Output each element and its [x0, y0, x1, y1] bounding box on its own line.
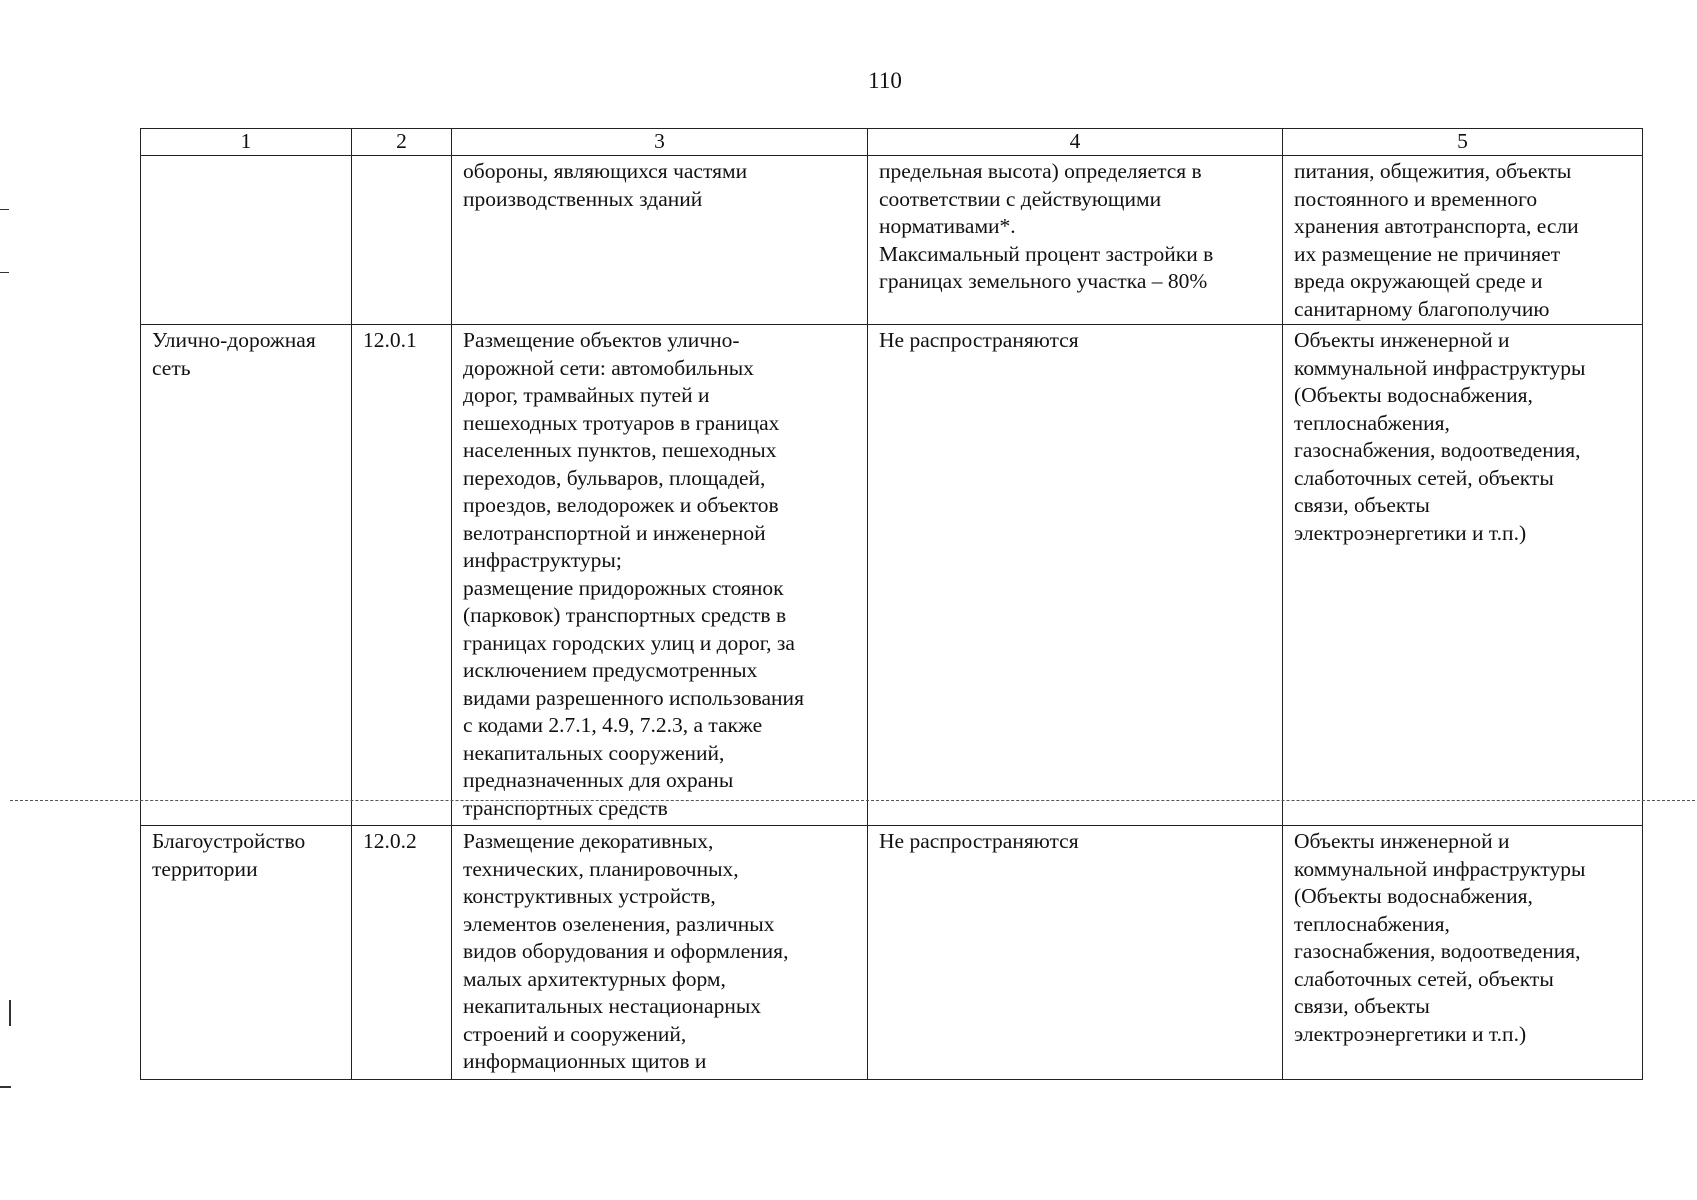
table-header-row	[141, 129, 1643, 156]
auxiliary-uses-cell: питания, общежития, объекты постоянного и временного хранения автотранспорта, если их размещение не причиняет вреда окружающей среде и санитарному благополучию	[1283, 156, 1643, 325]
scan-cut-line	[10, 800, 1695, 801]
column-header-4: 4	[868, 129, 1283, 156]
description-cell: Размещение декоративных, технических, планировочных, конструктивных устройств, элементов озеленения, различных видов оборудования и оформления, малых архитектурных форм, некапитальных нестационарных строений и сооружений, информационных щитов и	[452, 826, 868, 1080]
table-row	[141, 325, 1643, 826]
auxiliary-uses-cell: Объекты инженерной и коммунальной инфраструктуры (Объекты водоснабжения, теплоснабжения, газоснабжения, водоотведения, слаботочных сетей, объекты связи, объекты электроэнергетики и т.п.)	[1283, 325, 1643, 826]
land-use-type-cell: Благоустройство территории	[141, 826, 352, 1080]
page-number: 110	[868, 68, 902, 93]
land-use-table	[140, 128, 1643, 1080]
scan-edge-mark	[0, 209, 9, 210]
land-use-code-cell: 12.0.2	[352, 826, 452, 1080]
column-header-3: 3	[452, 129, 868, 156]
table-row	[141, 826, 1643, 1080]
column-header-5: 5	[1283, 129, 1643, 156]
scan-edge-mark	[9, 1000, 11, 1026]
parameters-cell: Не распространяются	[868, 325, 1283, 826]
scan-edge-mark	[0, 272, 9, 273]
land-use-code-cell	[352, 156, 452, 325]
parameters-cell: Не распространяются	[868, 826, 1283, 1080]
description-cell: обороны, являющихся частями производственных зданий	[452, 156, 868, 325]
column-header-1: 1	[141, 129, 352, 156]
description-cell: Размещение объектов улично- дорожной сети: автомобильных дорог, трамвайных путей и пешеходных тротуаров в границах населенных пунктов, пешеходных переходов, бульваров, площадей, проездов, велодорожек и объектов велотранспортной и инженерной инфраструктуры; размещение придорожных стоянок (парковок) транспортных средств в границах городских улиц и дорог, за исключением предусмотренных видами разрешенного использования с кодами 2.7.1, 4.9, 7.2.3, а также некапитальных сооружений, предназначенных для охраны транспортных средств	[452, 325, 868, 826]
auxiliary-uses-cell: Объекты инженерной и коммунальной инфраструктуры (Объекты водоснабжения, теплоснабжения, газоснабжения, водоотведения, слаботочных сетей, объекты связи, объекты электроэнергетики и т.п.)	[1283, 826, 1643, 1080]
column-header-2: 2	[352, 129, 452, 156]
land-use-code-cell: 12.0.1	[352, 325, 452, 826]
parameters-cell: предельная высота) определяется в соответствии с действующими нормативами*. Максимальный процент застройки в границах земельного участка – 80%	[868, 156, 1283, 325]
land-use-type-cell	[141, 156, 352, 325]
scan-edge-mark	[0, 1086, 11, 1088]
land-use-type-cell: Улично-дорожная сеть	[141, 325, 352, 826]
table-row	[141, 156, 1643, 325]
